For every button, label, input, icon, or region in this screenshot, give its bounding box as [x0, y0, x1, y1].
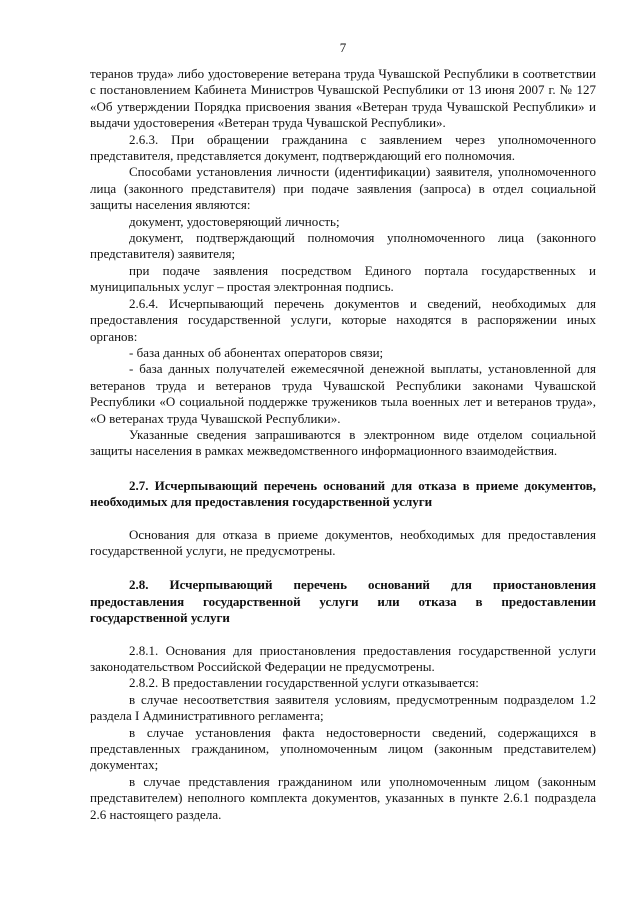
section-heading-2-8: 2.8. Исчерпывающий перечень оснований для приостановления предоставления государственной услуги или отказа в предоставлении государственной услуги: [90, 577, 596, 626]
paragraph-continuation: теранов труда» либо удостоверение ветерана труда Чувашской Республики в соответствии с постановлением Кабинета Министров Чувашской Республики от 13 июня 2007 г. № 127 «Об утверждении Порядка присвоения звания «Ветеран труда Чувашской Республики» и выдачи удостоверения «Ветеран труда Чувашской Республики».: [90, 66, 596, 131]
list-item-applicant-mismatch: в случае несоответствия заявителя условиям, предусмотренным подразделом 1.2 раздела I Административного регламента;: [90, 691, 596, 724]
list-item-incomplete-documents: в случае представления гражданином или уполномоченным лицом (законным представителем) неполного комплекта документов, указанных в пункте 2.6.1 подраздела 2.6 настоящего раздела.: [90, 773, 596, 822]
paragraph-electronic-request: Указанные сведения запрашиваются в электронном виде отделом социальной защиты населения в рамках межведомственного информационного взаимодействия.: [90, 426, 596, 459]
paragraph-2-6-4: 2.6.4. Исчерпывающий перечень документов и сведений, необходимых для предоставления государственной услуги, которые находятся в распоряжении иных органов:: [90, 295, 596, 344]
list-item-authority-document: документ, подтверждающий полномочия уполномоченного лица (законного представителя) заявителя;: [90, 230, 596, 262]
list-item-false-information: в случае установления факта недостоверности сведений, содержащихся в представленных гражданином, уполномоченным лицом (законным представителем) документах;: [90, 724, 596, 773]
paragraph-2-6-3: 2.6.3. При обращении гражданина с заявлением через уполномоченного представителя, представляется документ, подтверждающий его полномочия.: [90, 131, 596, 164]
list-item-identity-document: документ, удостоверяющий личность;: [129, 213, 340, 229]
paragraph-2-8-2: 2.8.2. В предоставлении государственной услуги отказывается:: [129, 675, 479, 691]
section-heading-2-7: 2.7. Исчерпывающий перечень оснований для отказа в приеме документов, необходимых для предоставления государственной услуги: [90, 477, 596, 510]
paragraph-2-8-1: 2.8.1. Основания для приостановления предоставления государственной услуги законодательством Российской Федерации не предусмотрены.: [90, 642, 596, 674]
list-item-subscribers-database: - база данных об абонентах операторов связи;: [129, 344, 384, 360]
list-item-payments-database: - база данных получателей ежемесячной денежной выплаты, установленной для ветеранов труда и ветеранов труда Чувашской Республики законами Чувашской Республики «О социальной поддержке тружеников тыла военных лет и ветеранов труда», «О ветеранах труда Чувашской Республики».: [90, 361, 596, 426]
paragraph-2-7-text: Основания для отказа в приеме документов, необходимых для предоставления государственной услуги, не предусмотрены.: [90, 526, 596, 558]
document-body: [90, 66, 596, 823]
list-item-electronic-signature: при подаче заявления посредством Единого портала государственных и муниципальных услуг – простая электронная подпись.: [90, 262, 596, 295]
paragraph-identification-methods: Способами установления личности (идентификации) заявителя, уполномоченного лица (законного представителя) при подаче заявления (запроса) в отдел социальной защиты населения являются:: [90, 164, 596, 213]
page-number: 7: [339, 40, 347, 55]
